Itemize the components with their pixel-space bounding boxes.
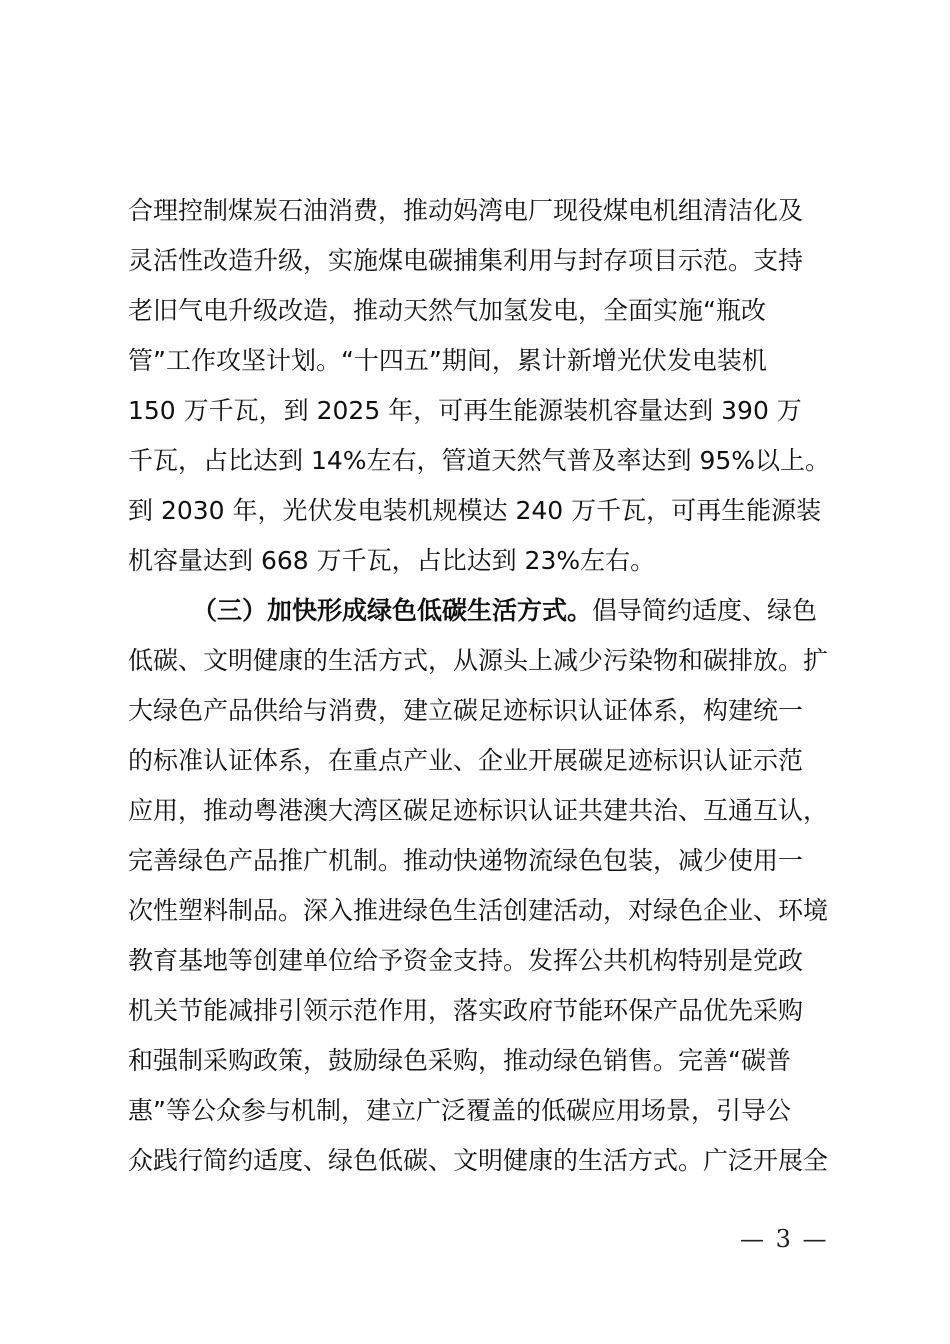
body-text-line: 老旧气电升级改造，推动天然气加氢发电，全面实施“瓶改 xyxy=(128,296,766,325)
body-text-line: 完善绿色产品推广机制。推动快递物流绿色包装，减少使用一 xyxy=(128,846,804,875)
body-text-line: 灵活性改造升级，实施煤电碳捕集利用与封存项目示范。支持 xyxy=(128,246,804,275)
body-text-line: 管”工作攻坚计划。“十四五”期间，累计新增光伏发电装机 xyxy=(128,346,767,375)
section-first-line-text: 倡导简约适度、绿色 xyxy=(592,596,818,625)
body-text-line: 的标准认证体系，在重点产业、企业开展碳足迹标识认证示范 xyxy=(128,746,804,775)
body-text-line: 机容量达到 668 万千瓦，占比达到 23%左右。 xyxy=(128,546,656,575)
section-heading-line xyxy=(192,596,838,626)
body-text-line: 次性塑料制品。深入推进绿色生活创建活动，对绿色企业、环境 xyxy=(128,896,829,925)
body-text-line: 惠”等公众参与机制，建立广泛覆盖的低碳应用场景，引导公 xyxy=(128,1096,791,1125)
body-text-line: 150 万千瓦，到 2025 年，可再生能源装机容量达到 390 万 xyxy=(128,396,802,425)
page-number: — 3 — xyxy=(740,1225,829,1253)
body-text-line: 千瓦，占比达到 14%左右，管道天然气普及率达到 95%以上。 xyxy=(128,446,831,475)
body-text-line: 到 2030 年，光伏发电装机规模达 240 万千瓦，可再生能源装 xyxy=(128,496,822,525)
body-text-line: 大绿色产品供给与消费，建立碳足迹标识认证体系，构建统一 xyxy=(128,696,804,725)
body-text-line: 教育基地等创建单位给予资金支持。发挥公共机构特别是党政 xyxy=(128,946,804,975)
body-text-line: 合理控制煤炭石油消费，推动妈湾电厂现役煤电机组清洁化及 xyxy=(128,196,804,225)
section-heading: （三）加快形成绿色低碳生活方式。 xyxy=(192,596,593,625)
body-text-line: 和强制采购政策，鼓励绿色采购，推动绿色销售。完善“碳普 xyxy=(128,1046,791,1075)
body-text-line: 低碳、文明健康的生活方式，从源头上减少污染物和碳排放。扩 xyxy=(128,646,829,675)
body-text-line: 众践行简约适度、绿色低碳、文明健康的生活方式。广泛开展全 xyxy=(128,1146,829,1175)
body-text-line: 应用，推动粤港澳大湾区碳足迹标识认证共建共治、互通互认， xyxy=(128,796,829,825)
body-text-line: 机关节能减排引领示范作用，落实政府节能环保产品优先采购 xyxy=(128,996,804,1025)
